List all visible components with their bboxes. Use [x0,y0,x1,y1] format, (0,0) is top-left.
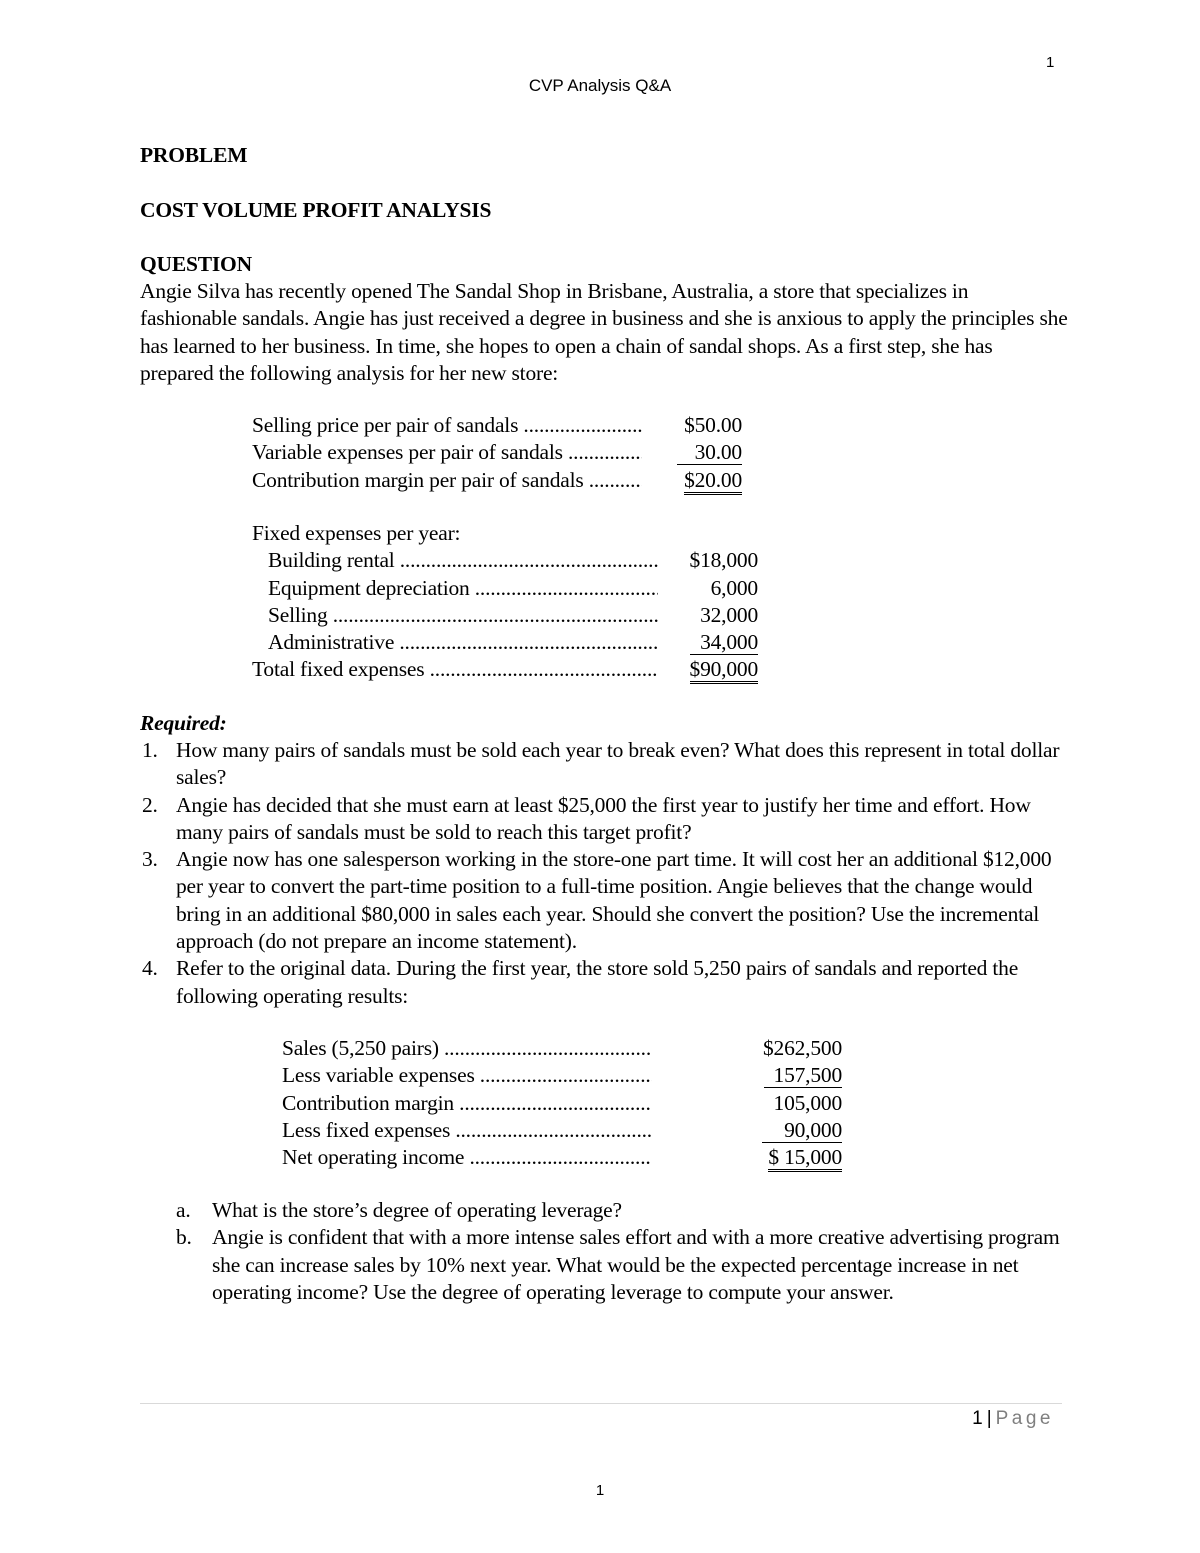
fixed-expenses-table [252,520,758,684]
question-text: Angie now has one salesperson working in the store-one part time. It will cost her an additional $12,000 per year to convert the part-time position to a full-time position. Angie believes that the change would bring in an additional $80,000 in sales each year. Should she convert the position? Use the incremental approach (do not prepare an income statement). [176,847,1052,954]
list-item [140,846,1070,955]
table-row [252,412,742,439]
footer-page-number: 1 [972,1408,983,1429]
row-label: Less variable expenses [282,1063,475,1088]
list-item [140,792,1070,847]
question-text: Refer to the original data. During the first year, the store sold 5,250 pairs of sandals and reported the following operating results: [176,956,1019,1008]
row-label: Total fixed expenses [252,657,425,682]
row-label: Contribution margin [282,1090,454,1115]
table-row [252,602,758,629]
footer-divider [140,1403,1062,1404]
row-value: 34,000 [690,630,758,655]
row-value: $20.00 [684,468,742,495]
table-row [282,1090,842,1117]
row-label: Net operating income [282,1145,465,1170]
question-text: How many pairs of sandals must be sold each year to break even? What does this represent in total dollar sales? [176,738,1060,790]
row-label: Contribution margin per pair of sandals [252,467,584,492]
page-number-top: 1 [1046,54,1055,71]
table-row [252,547,758,574]
row-label: Less fixed expenses [282,1117,451,1142]
table-row [252,629,758,656]
row-label: Sales (5,250 pairs) [282,1036,439,1060]
row-label: Equipment depreciation [268,575,470,600]
table-title: Fixed expenses per year: [252,521,461,545]
heading-topic: COST VOLUME PROFIT ANALYSIS [140,198,492,222]
list-number: 4. [142,956,158,981]
row-value: $ 15,000 [768,1145,842,1172]
list-letter: b. [176,1225,192,1250]
list-number: 1. [142,738,158,762]
row-value: 6,000 [710,575,758,600]
row-value: 32,000 [700,602,758,627]
header-title: CVP Analysis Q&A [528,76,672,95]
list-item [176,1224,1070,1306]
intro-paragraph: Angie Silva has recently opened The Sandal Shop in Brisbane, Australia, a store that specializes in fashionable sandals. Angie has just received a degree in business and she is anxious to apply the principles she has learned to her business. In time, she hopes to open a chain of sandal shops. As a first step, she has prepared the following analysis for her new store: [140,279,1068,385]
question-text: Angie has decided that she must earn at least $25,000 the first year to justify her time and effort. How many pairs of sandals must be sold to reach this target profit? [176,792,1031,844]
row-value: $262,500 [762,1036,842,1060]
required-label: Required: [140,711,227,735]
table-title-row [252,520,758,547]
table-row [252,439,742,466]
question-text: What is the store’s degree of operating leverage? [212,1198,622,1222]
table-row [282,1035,842,1062]
heading-question: QUESTION [140,252,252,276]
row-label: Variable expenses per pair of sandals [252,440,563,465]
page-number-bottom: 1 [595,1482,605,1499]
row-value: 30.00 [677,440,742,465]
row-label: Administrative [268,630,395,655]
row-value: $90,000 [690,657,758,684]
row-value: 105,000 [773,1090,842,1115]
footer-page-label [960,1408,1054,1430]
list-letter: a. [176,1198,191,1222]
table-row [282,1144,842,1171]
row-value: 157,500 [764,1063,842,1088]
footer-separator: | [986,1408,992,1429]
table-row [282,1117,842,1144]
list-item [176,1197,1070,1224]
question-text: Angie is confident that with a more intense sales effort and with a more creative advertising program she can increase sales by 10% next year. What would be the expected percentage increase in net operating income? Use the degree of operating leverage to compute your answer. [212,1225,1060,1304]
heading-problem: PROBLEM [140,143,248,167]
row-label: Building rental [268,548,395,573]
list-item [140,737,1070,792]
row-value: $50.00 [684,413,742,437]
table-row [282,1062,842,1089]
row-label: Selling price per pair of sandals [252,413,519,437]
row-value: $18,000 [689,548,758,573]
sub-questions-list [176,1197,1070,1306]
list-number: 2. [142,792,158,817]
required-questions-list [140,737,1070,1010]
table-total-row [252,656,758,683]
row-label: Selling [268,602,328,627]
operating-results-table [282,1035,842,1171]
list-item [140,955,1070,1010]
footer-page-word: Page [995,1408,1054,1429]
table-row [252,575,758,602]
unit-economics-table [252,412,742,494]
row-value: 90,000 [762,1118,842,1143]
table-row [252,467,742,494]
list-number: 3. [142,847,158,872]
